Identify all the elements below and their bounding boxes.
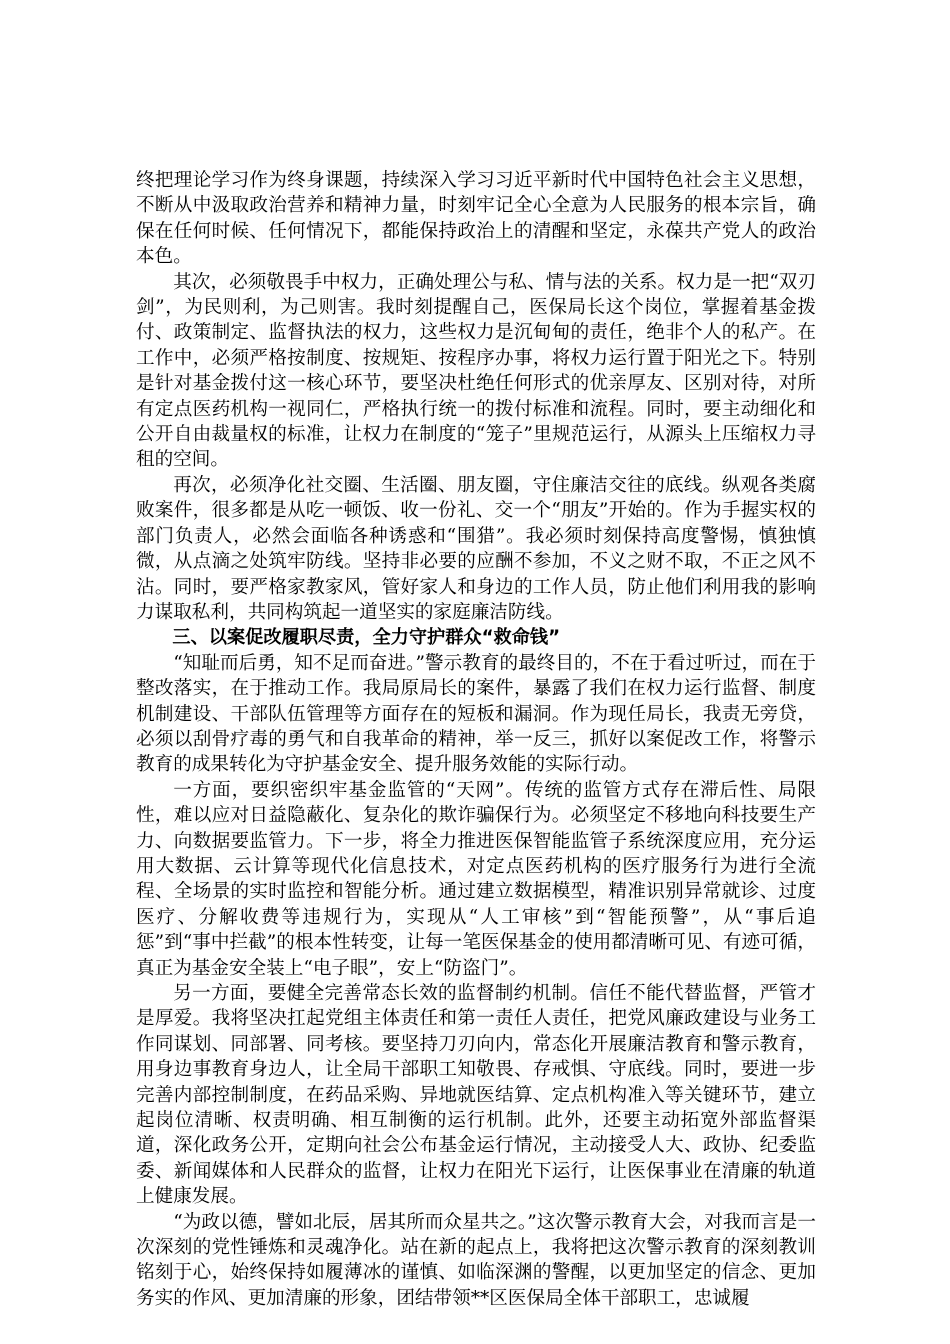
paragraph-social-circle: 再次，必须净化社交圈、生活圈、朋友圈，守住廉洁交往的底线。纵观各类腐败案件，很多都是从吃一顿饭、收一份礼、交一个“朋友”开始的。作为手握实权的部门负责人，必然会面临各种诱惑和“围猎”。我必须时刻保持高度警惕，慎独慎微，从点滴之处筑牢防线。坚持非必要的应酬不参加，不义之财不取，不正之风不沾。同时，要严格家教家风，管好家人和身边的工作人员，防止他们利用我的影响力谋取私利，共同构筑起一道坚实的家庭廉洁防线。: [136, 474, 816, 623]
paragraph-fund-supervision: 一方面，要织密织牢基金监管的“天网”。传统的监管方式存在滞后性、局限性，难以应对日益隐蔽化、复杂化的欺诈骗保行为。必须坚定不移地向科技要生产力、向数据要监管力。下一步，将全力推进医保智能监管子系统深度应用，充分运用大数据、云计算等现代化信息技术，对定点医药机构的医疗服务行为进行全流程、全场景的实时监控和智能分析。通过建立数据模型，精准识别异常就诊、过度医疗、分解收费等违规行为，实现从“人工审核”到“智能预警”，从“事后追惩”到“事中拦截”的根本性转变，让每一笔医保基金的使用都清晰可见、有迹可循，真正为基金安全装上“电子眼”，安上“防盗门”。: [136, 779, 816, 979]
paragraph-supervision-mechanism: 另一方面，要健全完善常态长效的监督制约机制。信任不能代替监督，严管才是厚爱。我将坚决扛起党组主体责任和第一责任人责任，把党风廉政建设与业务工作同谋划、同部署、同考核。要坚持刀刃向内，常态化开展廉洁教育和警示教育，用身边事教育身边人，让全局干部职工知敬畏、存戒惧、守底线。同时，要进一步完善内部控制制度，在药品采购、异地就医结算、定点机构准入等关键环节，建立起岗位清晰、权责明确、相互制衡的运行机制。此外，还要主动拓宽外部监督渠道，深化政务公开，定期向社会公布基金运行情况，主动接受人大、政协、纪委监委、新闻媒体和人民群众的监督，让权力在阳光下运行，让医保事业在清廉的轨道上健康发展。: [136, 983, 816, 1208]
section-heading-three: 三、以案促改履职尽责，全力守护群众“救命钱”: [172, 627, 561, 649]
paragraph-conclusion: “为政以德，譬如北辰，居其所而众星共之。”这次警示教育大会，对我而言是一次深刻的党性锤炼和灵魂净化。站在新的起点上，我将把这次警示教育的深刻教训铭刻于心，始终保持如履薄冰的谨慎、如临深渊的警醒，以更加坚定的信念、更加务实的作风、更加清廉的形象，团结带领**区医保局全体干部职工，忠诚履: [136, 1211, 816, 1309]
paragraph-power: 其次，必须敬畏手中权力，正确处理公与私、情与法的关系。权力是一把“双刃剑”，为民则利，为己则害。我时刻提醒自己，医保局长这个岗位，掌握着基金拨付、政策制定、监督执法的权力，这些权力是沉甸甸的责任，绝非个人的私产。在工作中，必须严格按制度、按规矩、按程序办事，将权力运行置于阳光之下。特别是针对基金拨付这一核心环节，要坚决杜绝任何形式的优亲厚友、区别对待，对所有定点医药机构一视同仁，严格执行统一的拨付标准和流程。同时，要主动细化和公开自由裁量权的标准，让权力在制度的“笼子”里规范运行，从源头上压缩权力寻租的空间。: [136, 271, 816, 471]
paragraph-continuation: 终把理论学习作为终身课题，持续深入学习习近平新时代中国特色社会主义思想，不断从中汲取政治营养和精神力量，时刻牢记全心全意为人民服务的根本宗旨，确保在任何时候、任何情况下，都能保持政治上的清醒和坚定，永葆共产党人的政治本色。: [136, 170, 816, 268]
document-body: [136, 168, 816, 1311]
paragraph-rectification: “知耻而后勇，知不足而奋进。”警示教育的最终目的，不在于看过听过，而在于整改落实，在于推动工作。我局原局长的案件，暴露了我们在权力运行监督、制度机制建设、干部队伍管理等方面存在的短板和漏洞。作为现任局长，我责无旁贷，必须以刮骨疗毒的勇气和自我革命的精神，举一反三，抓好以案促改工作，将警示教育的成果转化为守护基金安全、提升服务效能的实际行动。: [136, 652, 816, 776]
